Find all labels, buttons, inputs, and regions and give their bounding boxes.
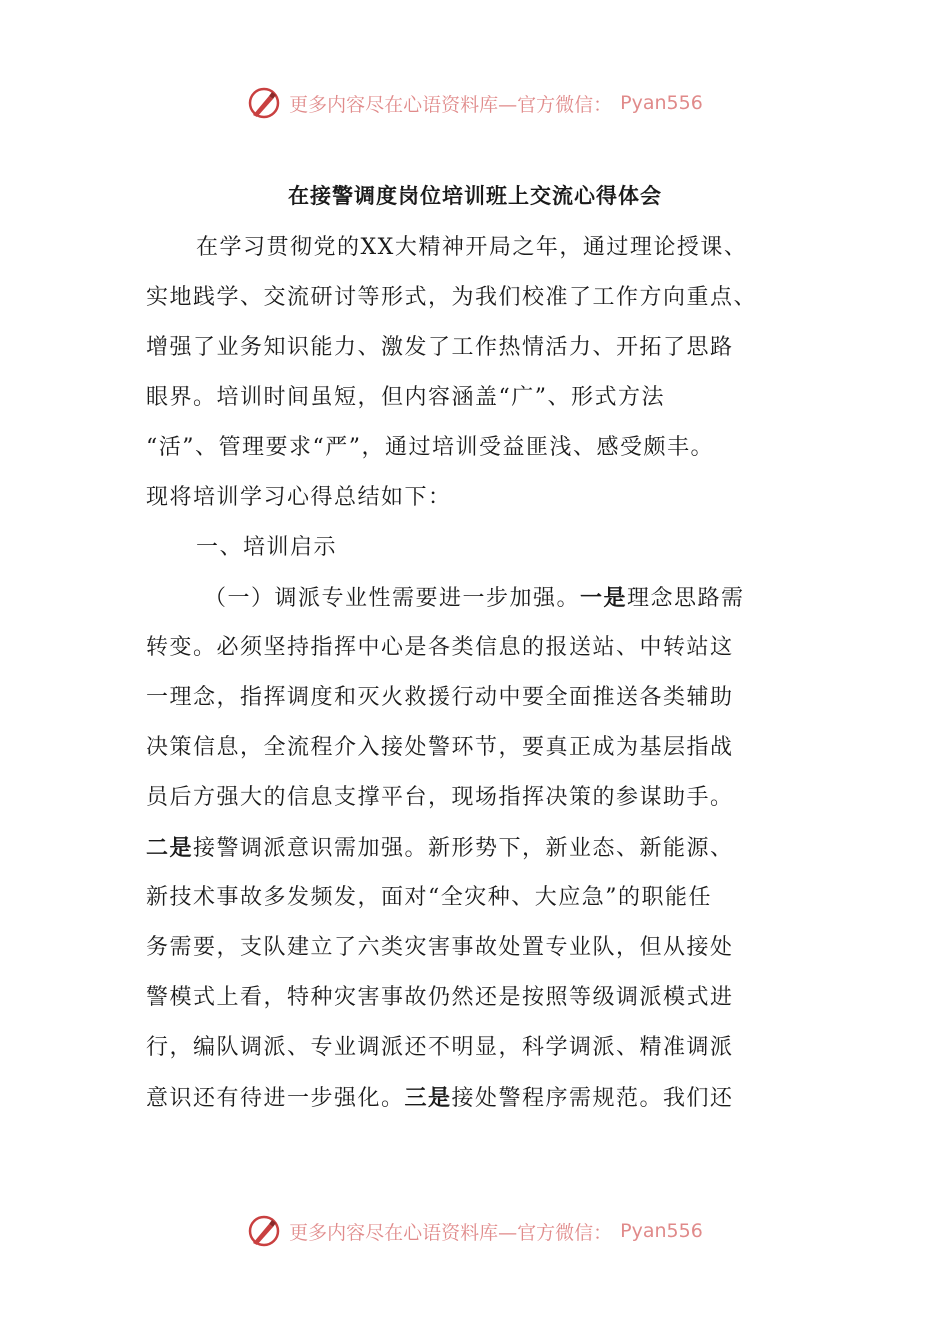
- section-heading: 一、培训启示: [196, 535, 338, 560]
- body-line-14: 新技术事故多发频发，面对“全灾种、大应急”的职能任: [146, 885, 712, 910]
- body-line-16: 警模式上看，特种灾害事故仍然还是按照等级调派模式进: [146, 985, 734, 1010]
- body-line-10: 一理念，指挥调度和灭火救援行动中要全面推送各类辅助: [146, 685, 734, 710]
- footer-watermark: [0, 1211, 950, 1251]
- body-line-17: 行，编队调派、专业调派还不明显，科学调派、精准调派: [146, 1035, 734, 1060]
- watermark-text: 更多内容尽在心语资料库—官方微信：: [289, 1221, 613, 1244]
- document-title: 在接警调度岗位培训班上交流心得体会: [288, 184, 662, 208]
- body-line-3: 增强了业务知识能力、激发了工作热情活力、开拓了思路: [146, 335, 734, 360]
- body-line-6: 现将培训学习心得总结如下：: [146, 485, 452, 510]
- subsection-line: [146, 573, 806, 623]
- body-line-5: “活”、管理要求“严”，通过培训受益匪浅、感受颇丰。: [146, 435, 714, 460]
- body-line-4: 眼界。培训时间虽短，但内容涵盖“广”、形式方法: [146, 385, 665, 410]
- body-line-11: 决策信息，全流程介入接处警环节，要真正成为基层指战: [146, 735, 734, 760]
- body-line-13-rest: 接警调派意识需加强。新形势下，新业态、新能源、: [193, 836, 734, 861]
- body-line-18: [146, 1073, 806, 1123]
- watermark-wechat-id: Pyan556: [620, 1220, 703, 1242]
- body-line-12: 员后方强大的信息支撑平台，现场指挥决策的参谋助手。: [146, 785, 734, 810]
- body-line-18-end: 接处警程序需规范。我们还: [451, 1086, 734, 1111]
- subsection-heading: （一）调派专业性需要进一步加强。: [204, 586, 581, 611]
- body-line-15: 务需要，支队建立了六类灾害事故处置专业队，但从接处: [146, 935, 734, 960]
- watermark-wechat-id: Pyan556: [620, 92, 703, 114]
- bold-marker-3: 三是: [404, 1085, 452, 1111]
- bold-marker-2: 二是: [146, 835, 194, 861]
- header-watermark: [0, 83, 950, 123]
- body-line-13: [146, 823, 806, 873]
- body-line-18-start: 意识还有待进一步强化。: [146, 1086, 405, 1111]
- pen-circle-logo-icon: [247, 1214, 281, 1248]
- pen-circle-logo-icon: [247, 86, 281, 120]
- body-line-2: 实地践学、交流研讨等形式，为我们校准了工作方向重点、: [146, 285, 758, 310]
- subsection-line-rest: 理念思路需: [627, 586, 745, 611]
- bold-marker-1: 一是: [580, 585, 628, 611]
- document-body: [146, 223, 806, 1123]
- watermark-text: 更多内容尽在心语资料库—官方微信：: [289, 93, 613, 116]
- body-line-1: 在学习贯彻党的XX大精神开局之年，通过理论授课、: [196, 235, 748, 260]
- body-line-9: 转变。必须坚持指挥中心是各类信息的报送站、中转站这: [146, 635, 734, 660]
